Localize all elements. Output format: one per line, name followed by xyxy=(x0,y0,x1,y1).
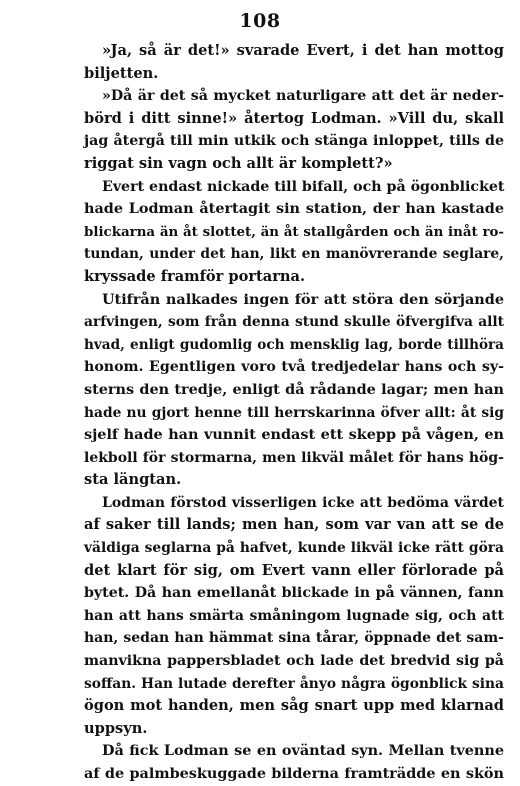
text-line: han att hans smärta småningom lugnade sig, och att xyxy=(84,607,504,624)
text-line: hade Lodman återtagit sin station, der han kastade xyxy=(84,200,504,218)
text-line: biljetten. xyxy=(84,64,159,82)
text-line: sjelf hade han vunnit endast ett skepp på vågen, en xyxy=(84,426,504,444)
text-line: riggat sin vagn och allt är komplett?» xyxy=(84,154,393,172)
text-line: Utifrån nalkades ingen för att störa den sörjande xyxy=(102,290,504,308)
text-line: bytet. Då han emellanåt blickade in på vännen, fann xyxy=(84,585,504,602)
text-line: »Ja, så är det!» svarade Evert, i det han mottog xyxy=(102,42,504,59)
text-line: manvikna pappersbladet och lade det bredvid sig på xyxy=(84,653,504,670)
text-line: af de palmbeskuggade bilderna framträdde en skön xyxy=(84,765,504,782)
text-line: uppsyn. xyxy=(84,719,148,737)
text-line: tundan, under det han, likt en manövrerande seglare, xyxy=(84,246,504,263)
text-line: arfvingen, som från denna stund skulle öfvergifva allt xyxy=(84,314,504,331)
text-line: Evert endast nickade till bifall, och på ögonblicket xyxy=(102,178,505,195)
text-line: jag återgå till min utkik och stänga inloppet, tills de xyxy=(84,133,504,150)
text-line: hade nu gjort henne till herrskarinna öfver allt: åt sig xyxy=(84,404,504,421)
text-line: sta längtan. xyxy=(84,471,182,489)
text-line: det klart för sig, om Evert vann eller förlorade på xyxy=(84,561,504,579)
text-line: af saker till lands; men han, som var van att se de xyxy=(84,516,504,534)
text-line: hvad, enligt gudomlig och mensklig lag, borde tillhöra xyxy=(84,336,504,353)
text-line: börd i ditt sinne!» återtog Lodman. »Vill du, skall xyxy=(84,109,504,127)
text-line: kryssade framför portarna. xyxy=(84,267,306,285)
text-line: Då fick Lodman se en oväntad syn. Mellan tvenne xyxy=(102,742,504,760)
text-line: väldiga seglarna på hafvet, kunde likväl icke rätt göra xyxy=(84,540,504,557)
text-line: lekboll för stormarna, men likväl målet för hans hög- xyxy=(84,449,504,466)
text-line: »Då är det så mycket naturligare att det är neder- xyxy=(102,88,504,105)
text-line: han, sedan han hämmat sina tårar, öppnade det sam- xyxy=(84,630,504,647)
body-text xyxy=(84,40,504,786)
text-line: honom. Egentligen voro två tredjedelar hans och sy- xyxy=(84,359,504,376)
text-line: Lodman förstod visserligen icke att bedöma värdet xyxy=(102,494,504,511)
text-line: soffan. Han lutade derefter ånyo några ögonblick sina xyxy=(84,675,504,692)
page-number: 108 xyxy=(239,10,281,32)
text-line: blickarna än åt slottet, än åt stallgården och än inåt ro- xyxy=(84,223,504,240)
text-line: sterns den tredje, enligt då rådande lagar; men han xyxy=(84,380,504,398)
text-line: ögon mot handen, men såg snart upp med klarnad xyxy=(84,697,504,715)
